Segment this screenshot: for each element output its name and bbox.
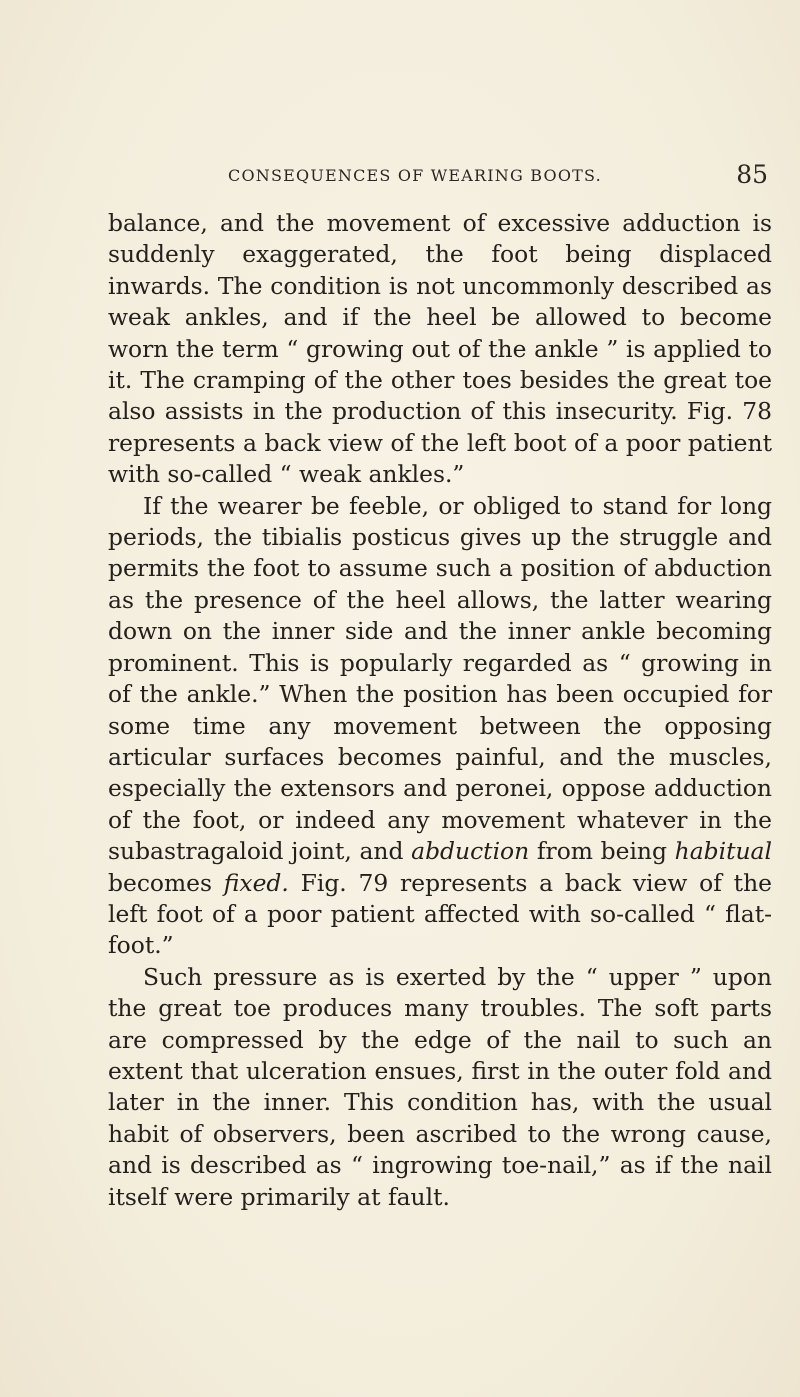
paragraph-2-text-b: from being — [529, 837, 675, 866]
paragraph-2 — [108, 491, 772, 962]
italic-abduction: abduction — [411, 837, 530, 866]
italic-fixed: fixed. — [223, 868, 289, 897]
paragraph-2-text-d: Fig. 79 represents a back view of the left foot of a poor patient affected with so-called “ flat-foot.” — [108, 868, 772, 960]
paragraph-3: Such pressure as is exerted by the “ upper ” upon the great toe produces many troubles. The soft parts are compressed by the edge of the nail to such an extent that ulceration ensues, first in the outer fold and later in the inner. This condition has, with the usual habit of observers, been ascribed to the wrong cause, and is described as “ ingrowing toe-nail,” as if the nail itself were primarily at fault. — [108, 962, 772, 1211]
paragraph-2-text-c: becomes — [108, 868, 224, 897]
page-header — [140, 160, 780, 196]
paragraph-1: balance, and the movement of excessive adduction is suddenly exaggerated, the foot being displaced inwards. The condition is not uncommonly described as weak ankles, and if the heel be allowed to become worn the term “ growing out of the ankle ” is applied to it. The cramping of the other toes besides the great toe also assists in the production of this insecurity. Fig. 78 represents a back view of the left boot of a poor patient with so-called “ weak ankles.” — [108, 209, 772, 489]
page-number: 85 — [736, 160, 768, 189]
italic-habitual: habitual — [674, 837, 772, 866]
body-text — [108, 208, 772, 1213]
running-head: CONSEQUENCES OF WEARING BOOTS. — [228, 166, 602, 185]
paragraph-2-text-a: If the wearer be feeble, or obliged to stand for long periods, the tibialis posticus gives up the struggle and permits the foot to assume such a position of abduction as the presence of the heel allows, the latter wearing down on the inner side and the inner ankle becoming prominent. This is popularly regarded as “ growing in of the ankle.” When the position has been occupied for some time any movement between the opposing articular surfaces becomes painful, and the muscles, especially the extensors and peronei, oppose adduction of the foot, or indeed any movement whatever in the subastragaloid joint, and — [108, 491, 772, 866]
